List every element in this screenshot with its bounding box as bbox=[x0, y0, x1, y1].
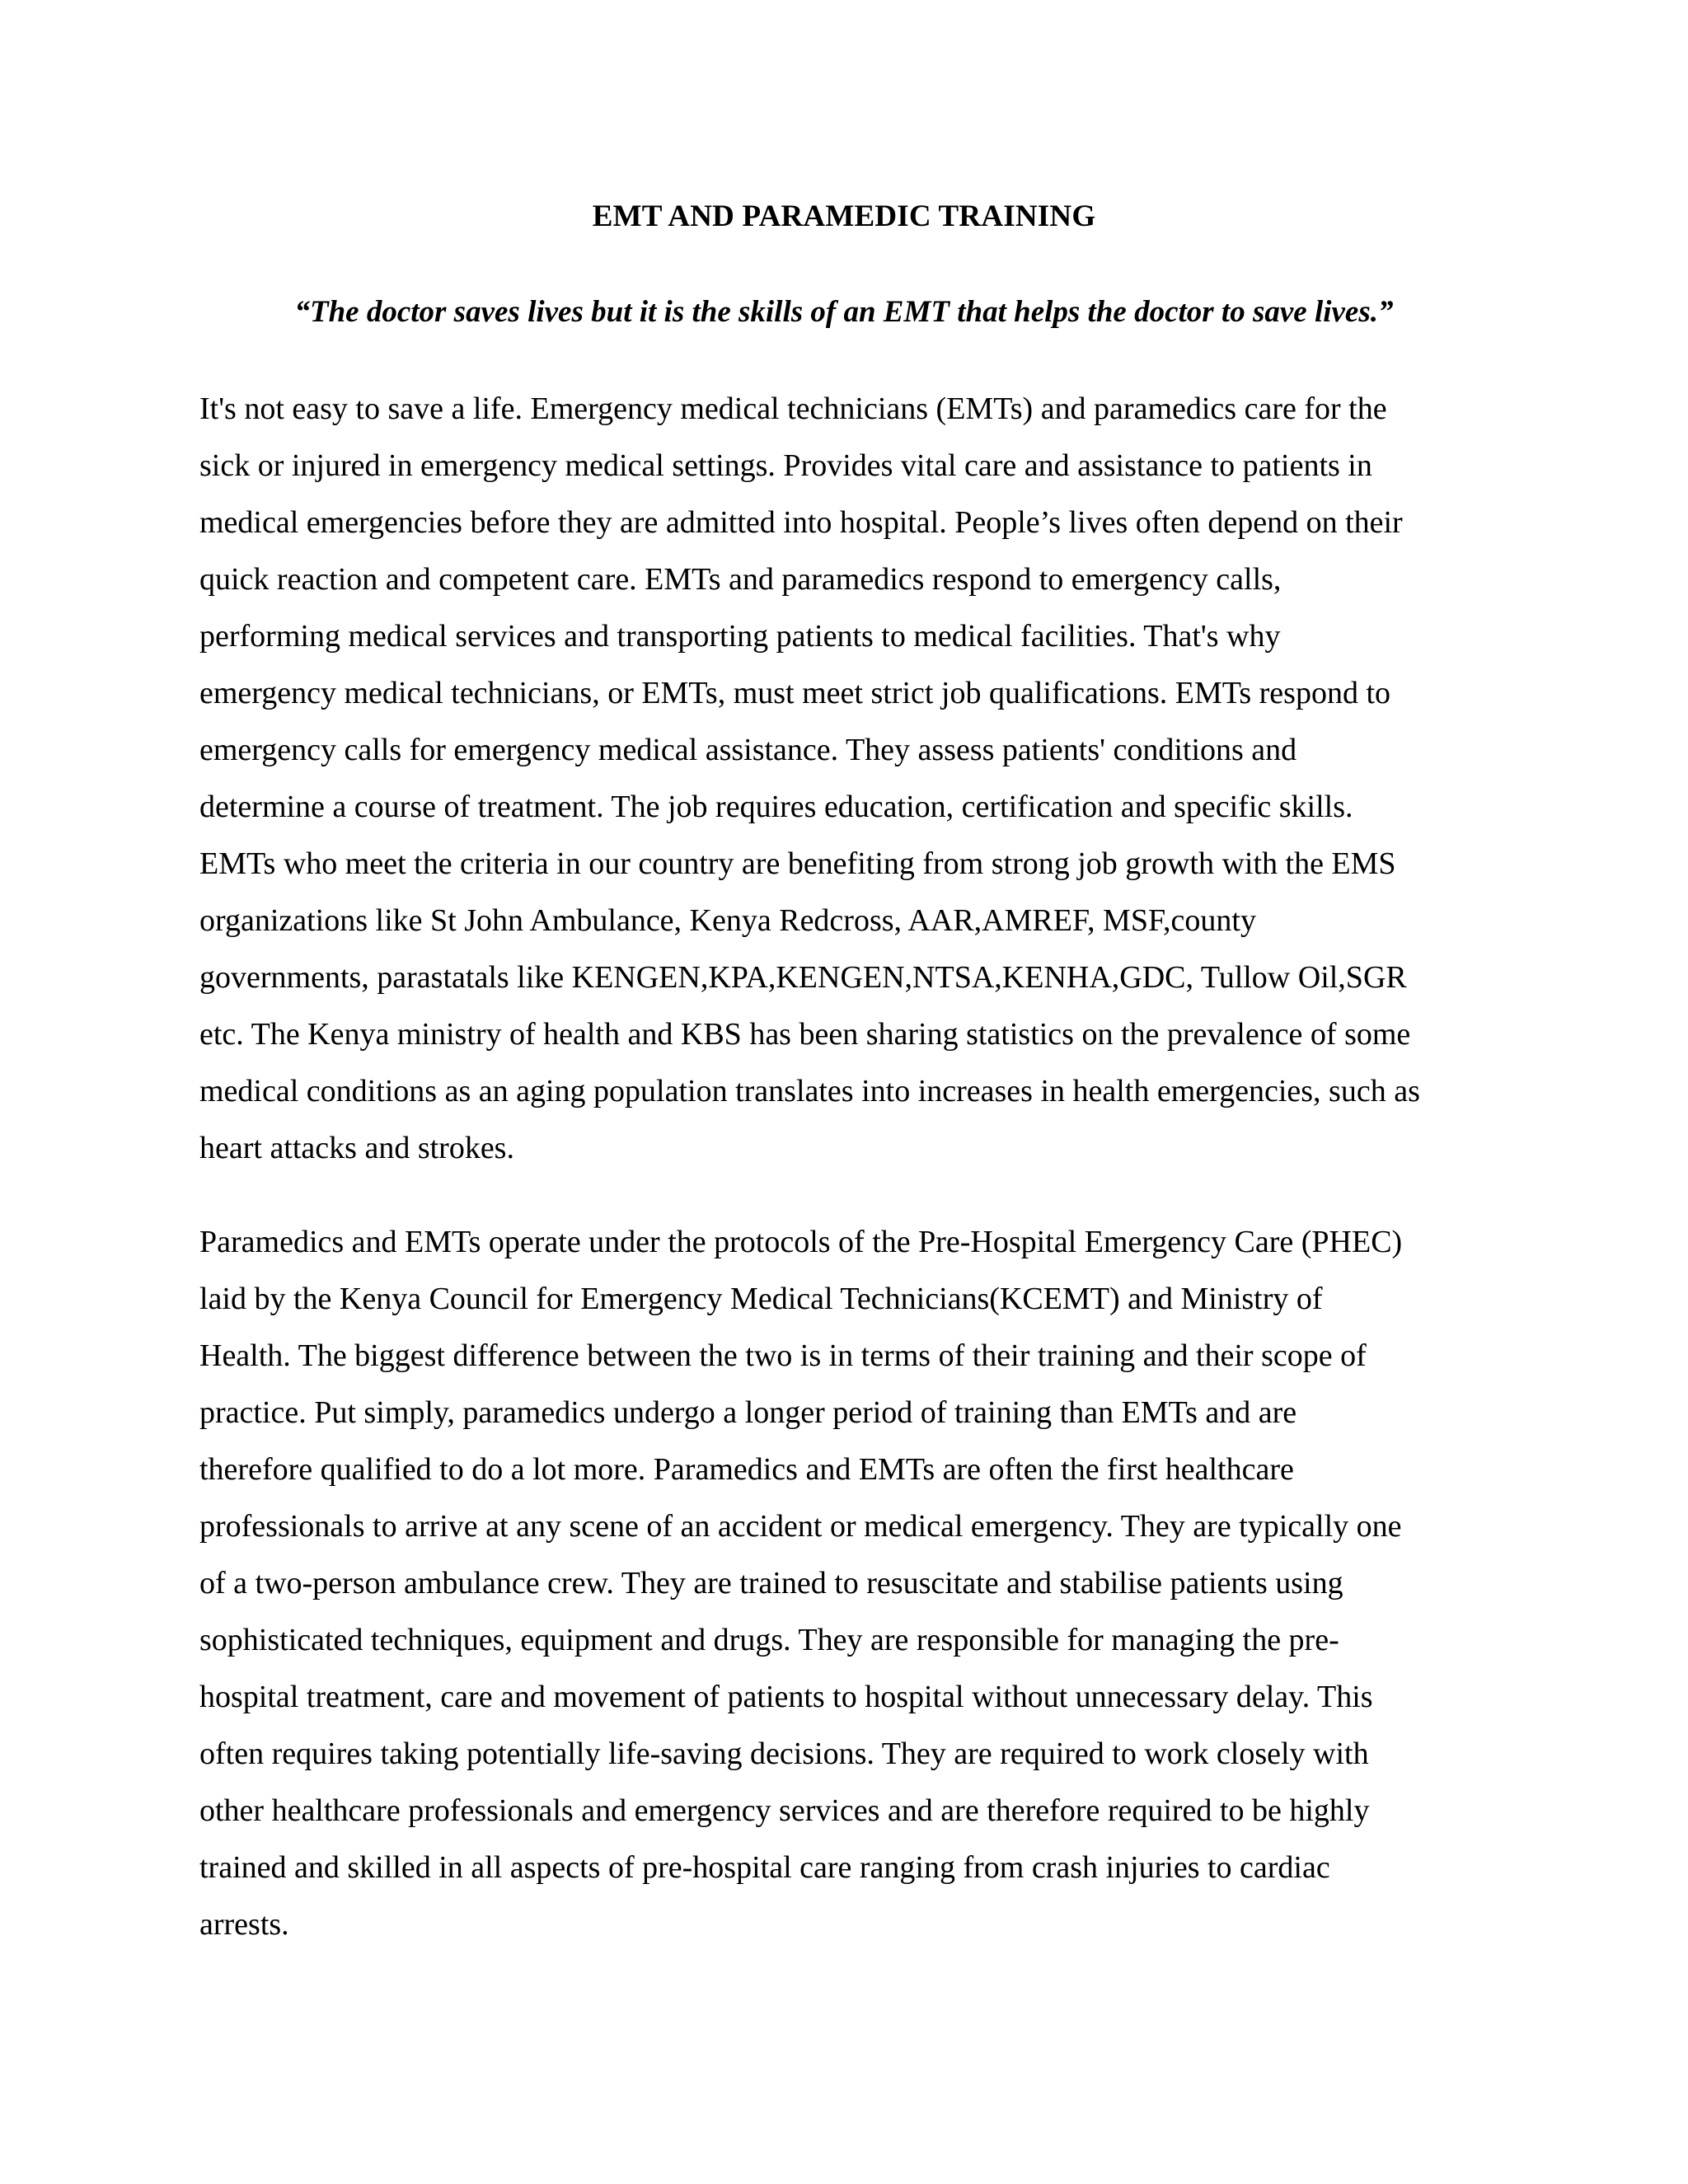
paragraph-line: sophisticated techniques, equipment and drugs. They are responsible for managing the pre- bbox=[199, 1623, 1339, 1657]
paragraph-line: performing medical services and transporting patients to medical facilities. That's why bbox=[199, 619, 1281, 654]
paragraph-line: determine a course of treatment. The job requires education, certification and specific skills. bbox=[199, 790, 1353, 824]
paragraph-line: organizations like St John Ambulance, Kenya Redcross, AAR,AMREF, MSF,county bbox=[199, 903, 1256, 938]
paragraph-2 bbox=[199, 1214, 1502, 1953]
paragraph-line: heart attacks and strokes. bbox=[199, 1131, 514, 1165]
paragraph-line: therefore qualified to do a lot more. Paramedics and EMTs are often the first healthcare bbox=[199, 1452, 1294, 1487]
paragraph-line: hospital treatment, care and movement of patients to hospital without unnecessary delay. This bbox=[199, 1680, 1373, 1714]
paragraph-line: often requires taking potentially life-saving decisions. They are required to work closely with bbox=[199, 1736, 1369, 1771]
paragraph-line: laid by the Kenya Council for Emergency Medical Technicians(KCEMT) and Ministry of bbox=[199, 1282, 1323, 1316]
paragraph-line: EMTs who meet the criteria in our country are benefiting from strong job growth with the EMS bbox=[199, 846, 1396, 881]
paragraph-line: arrests. bbox=[199, 1907, 289, 1942]
paragraph-line: medical conditions as an aging population translates into increases in health emergencies, such as bbox=[199, 1074, 1420, 1108]
paragraph-line: sick or injured in emergency medical settings. Provides vital care and assistance to patients in bbox=[199, 448, 1372, 483]
paragraph-1 bbox=[199, 381, 1502, 1177]
paragraph-line: emergency calls for emergency medical assistance. They assess patients' conditions and bbox=[199, 733, 1297, 767]
paragraph-line: other healthcare professionals and emergency services and are therefore required to be highly bbox=[199, 1793, 1370, 1828]
paragraph-line: practice. Put simply, paramedics undergo a longer period of training than EMTs and are bbox=[199, 1395, 1297, 1430]
paragraph-line: Paramedics and EMTs operate under the protocols of the Pre-Hospital Emergency Care (PHEC) bbox=[199, 1225, 1403, 1259]
document-quote: “The doctor saves lives but it is the skills of an EMT that helps the doctor to save lives.” bbox=[294, 295, 1394, 329]
document-title: EMT AND PARAMEDIC TRAINING bbox=[592, 199, 1096, 233]
paragraph-line: professionals to arrive at any scene of an accident or medical emergency. They are typically one bbox=[199, 1509, 1402, 1544]
paragraph-line: etc. The Kenya ministry of health and KBS has been sharing statistics on the prevalence of some bbox=[199, 1017, 1411, 1052]
paragraph-line: Health. The biggest difference between the two is in terms of their training and their scope of bbox=[199, 1338, 1367, 1373]
paragraph-line: of a two-person ambulance crew. They are trained to resuscitate and stabilise patients using bbox=[199, 1566, 1343, 1601]
paragraph-line: emergency medical technicians, or EMTs, must meet strict job qualifications. EMTs respond to bbox=[199, 676, 1391, 710]
paragraph-line: trained and skilled in all aspects of pre-hospital care ranging from crash injuries to cardiac bbox=[199, 1850, 1330, 1885]
paragraph-line: governments, parastatals like KENGEN,KPA,KENGEN,NTSA,KENHA,GDC, Tullow Oil,SGR bbox=[199, 960, 1407, 995]
paragraph-line: It's not easy to save a life. Emergency medical technicians (EMTs) and paramedics care for the bbox=[199, 391, 1387, 426]
paragraph-line: quick reaction and competent care. EMTs and paramedics respond to emergency calls, bbox=[199, 562, 1282, 597]
paragraph-line: medical emergencies before they are admitted into hospital. People’s lives often depend on their bbox=[199, 505, 1403, 540]
